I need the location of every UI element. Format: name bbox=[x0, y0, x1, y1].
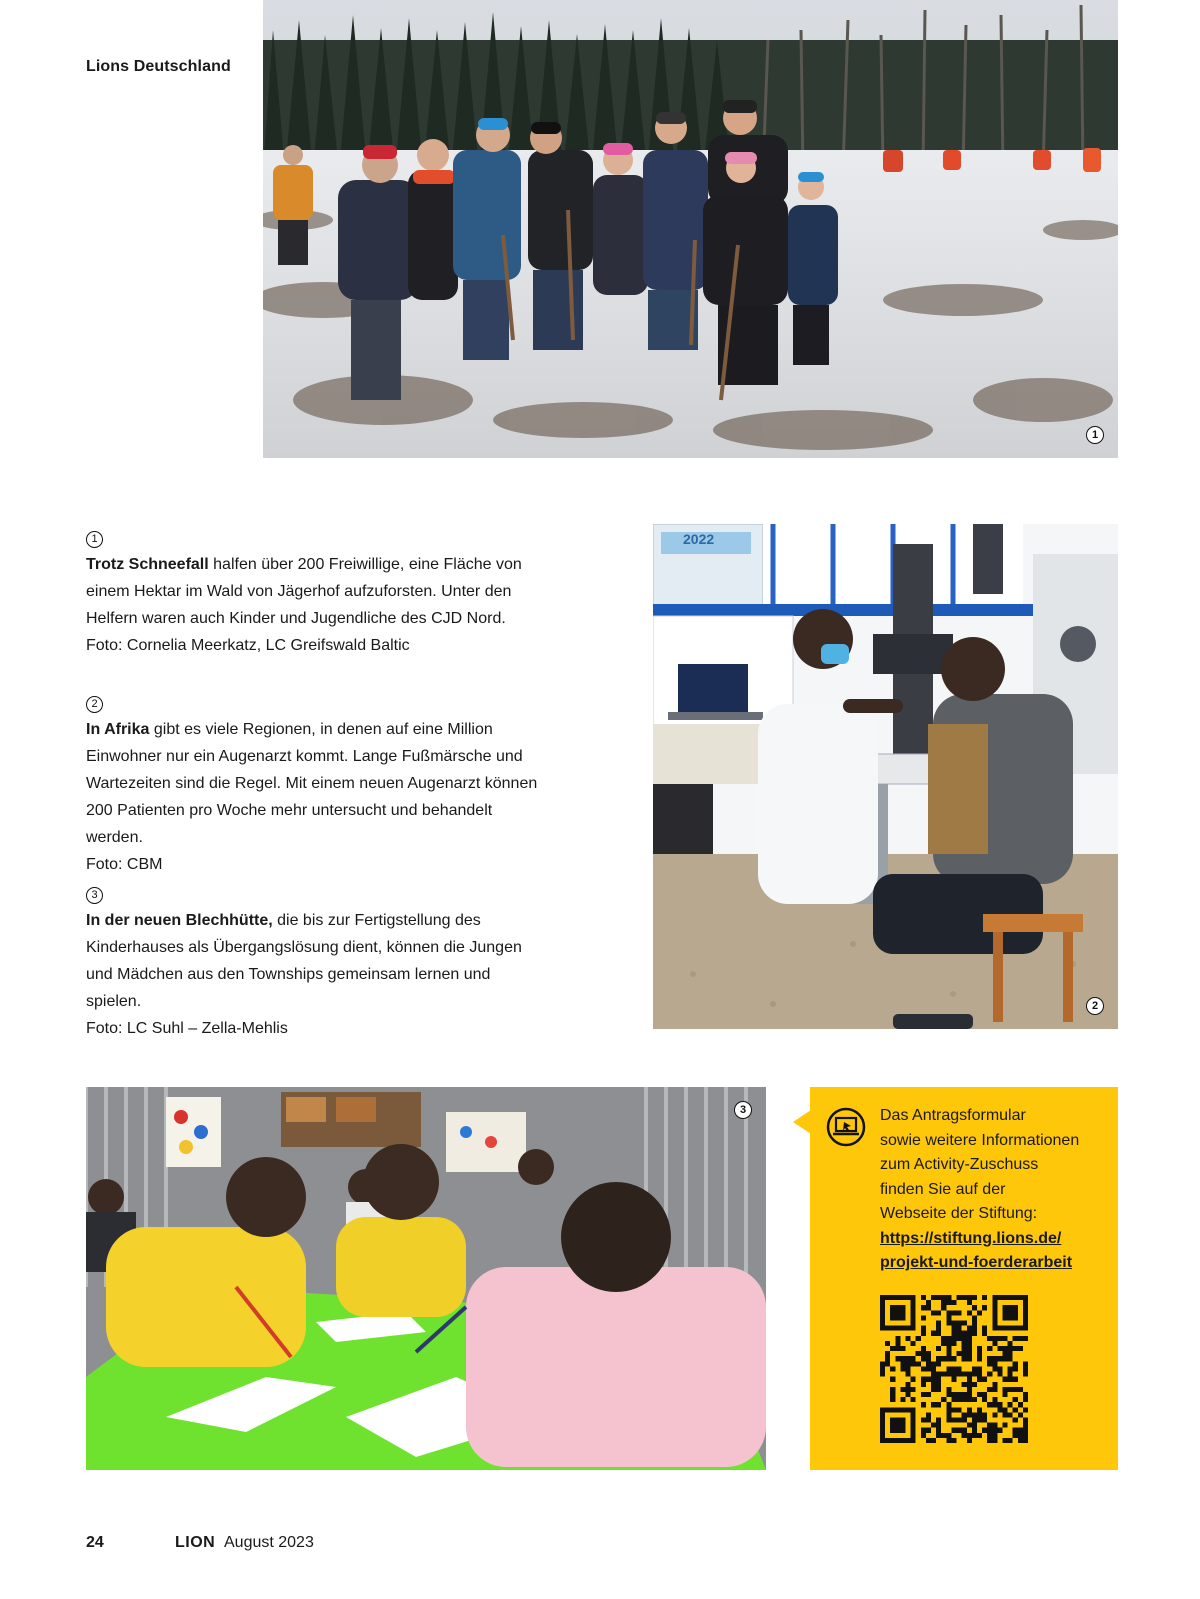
photo-number-badge: 3 bbox=[734, 1101, 752, 1119]
caption-2 bbox=[86, 689, 546, 878]
caption-text bbox=[86, 551, 546, 632]
info-box-text bbox=[880, 1104, 1110, 1276]
info-line: zum Activity-Zuschuss bbox=[880, 1156, 1039, 1173]
reforestation-illustration bbox=[263, 0, 1118, 458]
caption-lead: Trotz Schneefall bbox=[86, 556, 209, 573]
caption-text bbox=[86, 907, 546, 1015]
foundation-link-line2: projekt-und-foerderarbeit bbox=[880, 1254, 1073, 1271]
photo-credit: Foto: CBM bbox=[86, 856, 163, 873]
photo-number-badge: 1 bbox=[1086, 426, 1104, 444]
eye-clinic-illustration bbox=[653, 524, 1118, 1029]
caption-3 bbox=[86, 880, 546, 1042]
caption-body: die bis zur Fertigstellung des Kinderhauses als Übergangslösung dient, können die Jungen und Mädchen aus den Townships gemeinsam lernen und spielen. bbox=[86, 912, 522, 1010]
photo-classroom bbox=[86, 1087, 766, 1470]
photo-credit: Foto: LC Suhl – Zella-Mehlis bbox=[86, 1020, 288, 1037]
info-line: sowie weitere Informationen bbox=[880, 1131, 1080, 1149]
info-line: finden Sie auf der bbox=[880, 1180, 1006, 1198]
caption-text bbox=[86, 716, 546, 851]
caption-number-badge: 3 bbox=[86, 887, 103, 904]
calendar-year: 2022 bbox=[683, 531, 715, 547]
caption-1 bbox=[86, 524, 546, 659]
info-line: Das Antragsformular bbox=[880, 1107, 1026, 1124]
foundation-link[interactable] bbox=[880, 1227, 1110, 1276]
photo-credit: Foto: Cornelia Meerkatz, LC Greifswald Baltic bbox=[86, 637, 410, 654]
page-number: 24 bbox=[86, 1534, 104, 1551]
info-line: Webseite der Stiftung: bbox=[880, 1205, 1038, 1222]
qr-code[interactable] bbox=[880, 1295, 1028, 1443]
foundation-link-line1: https://stiftung.lions.de/ bbox=[880, 1229, 1062, 1247]
magazine-name: LION bbox=[175, 1534, 216, 1551]
caption-number-badge: 2 bbox=[86, 696, 103, 713]
caption-number-badge: 1 bbox=[86, 531, 103, 548]
info-box-pointer bbox=[793, 1110, 811, 1134]
photo-reforestation bbox=[263, 0, 1118, 458]
caption-body: gibt es viele Regionen, in denen auf eine Million Einwohner nur ein Augenarzt kommt. Lange Fußmärsche und Wartezeiten sind die Regel. Mit einem neuen Augenarzt können 200 Patienten pro Woche mehr untersucht und behandelt werden. bbox=[86, 721, 538, 846]
caption-body: halfen über 200 Freiwillige, eine Fläche von einem Hektar im Wald von Jägerhof aufzuforsten. Unter den Helfern waren auch Kinder und Jugendliche des CJD Nord. bbox=[86, 556, 522, 627]
photo-number-badge: 2 bbox=[1086, 997, 1104, 1015]
laptop-icon bbox=[826, 1107, 866, 1147]
issue-date: August 2023 bbox=[224, 1534, 314, 1551]
classroom-illustration bbox=[86, 1087, 766, 1470]
caption-lead: In Afrika bbox=[86, 721, 150, 738]
photo-eye-clinic bbox=[653, 524, 1118, 1029]
caption-lead: In der neuen Blechhütte, bbox=[86, 912, 273, 929]
section-label: Lions Deutschland bbox=[86, 58, 231, 75]
